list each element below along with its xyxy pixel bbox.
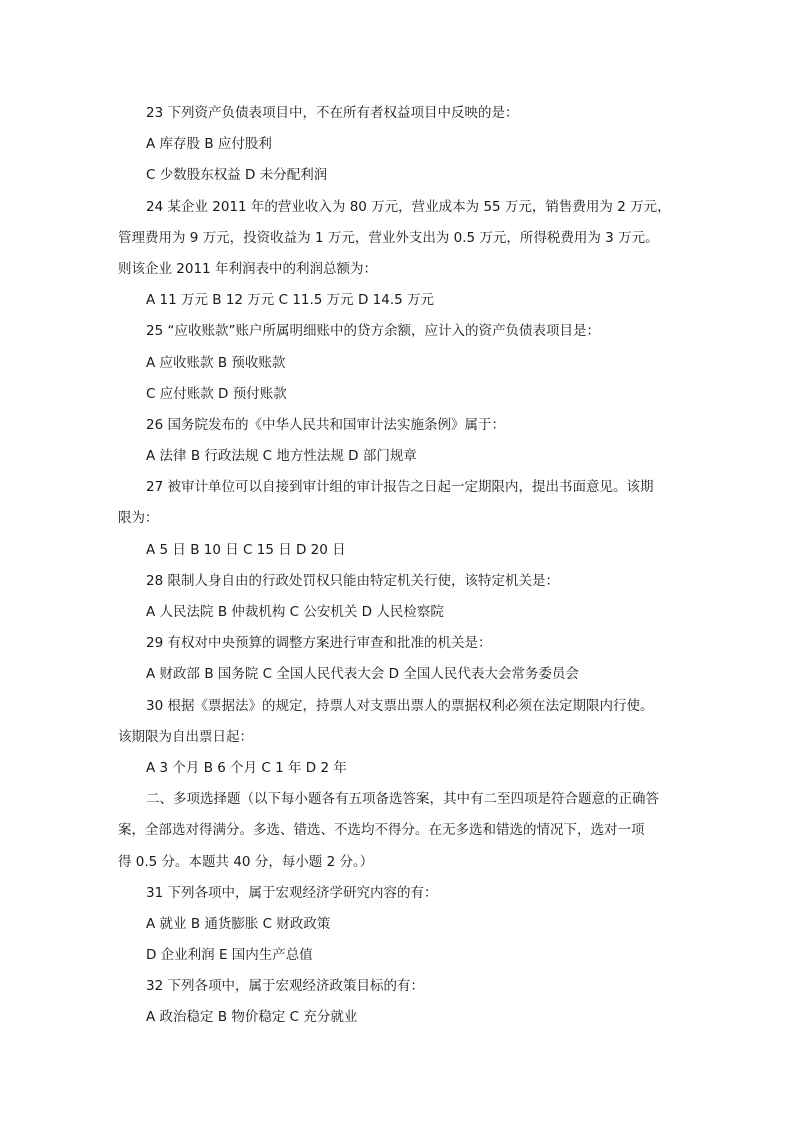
section-2-heading-line-1: 二、多项选择题（以下每小题各有五项备选答案，其中有二至四项是符合题意的正确答 [146,791,659,808]
question-23-options-ab: A 库存股 B 应付股利 [146,136,272,153]
question-31-text: 31 下列各项中，属于宏观经济学研究内容的有： [146,884,438,901]
question-24-text-line-2: 管理费用为 9 万元，投资收益为 1 万元，营业外支出为 0.5 万元，所得税费用为 3 万元。 [118,229,659,246]
question-28-text: 28 限制人身自由的行政处罚权只能由特定机关行使，该特定机关是： [146,572,559,589]
question-29-text: 29 有权对中央预算的调整方案进行审查和批准的机关是： [146,635,492,652]
question-32-text: 32 下列各项中，属于宏观经济政策目标的有： [146,978,424,995]
question-30-options: A 3 个月 B 6 个月 C 1 年 D 2 年 [146,759,347,776]
section-2-heading-line-3: 得 0.5 分。本题共 40 分，每小题 2 分。） [118,853,374,870]
question-25-options-ab: A 应收账款 B 预收账款 [146,354,286,371]
question-24-text-line-1: 24 某企业 2011 年的营业收入为 80 万元，营业成本为 55 万元，销售费用为 2 万元， [146,198,671,215]
question-27-text-line-1: 27 被审计单位可以自接到审计组的审计报告之日起一定期限内，提出书面意见。该期 [146,479,654,496]
question-25-text: 25 “应收账款”账户所属明细账中的贷方余额，应计入的资产负债表项目是： [146,323,600,340]
question-29-options: A 财政部 B 国务院 C 全国人民代表大会 D 全国人民代表大会常务委员会 [146,666,579,683]
question-25-options-cd: C 应付账款 D 预付账款 [146,385,287,402]
question-32-options-abc: A 政治稳定 B 物价稳定 C 充分就业 [146,1009,358,1026]
question-31-options-de: D 企业利润 E 国内生产总值 [146,947,313,964]
question-30-text-line-2: 该期限为自出票日起： [118,728,253,745]
question-26-options: A 法律 B 行政法规 C 地方性法规 D 部门规章 [146,448,417,465]
question-24-text-line-3: 则该企业 2011 年利润表中的利润总额为： [118,260,377,277]
question-28-options: A 人民法院 B 仲裁机构 C 公安机关 D 人民检察院 [146,604,444,620]
question-23-options-cd: C 少数股东权益 D 未分配利润 [146,167,328,184]
question-27-text-line-2: 限为： [118,510,159,527]
question-26-text: 26 国务院发布的《中华人民共和国审计法实施条例》属于： [146,416,505,433]
question-30-text-line-1: 30 根据《票据法》的规定，持票人对支票出票人的票据权利必须在法定期限内行使。 [146,697,654,714]
question-31-options-abc: A 就业 B 通货膨胀 C 财政政策 [146,915,331,932]
question-27-options: A 5 日 B 10 日 C 15 日 D 20 日 [146,541,346,558]
question-24-options: A 11 万元 B 12 万元 C 11.5 万元 D 14.5 万元 [146,292,434,309]
question-23-text: 23 下列资产负债表项目中，不在所有者权益项目中反映的是： [146,105,519,121]
section-2-heading-line-2: 案，全部选对得满分。多选、错选、不选均不得分。在无多选和错选的情况下，选对一项 [118,822,645,839]
document-page [118,98,684,1034]
